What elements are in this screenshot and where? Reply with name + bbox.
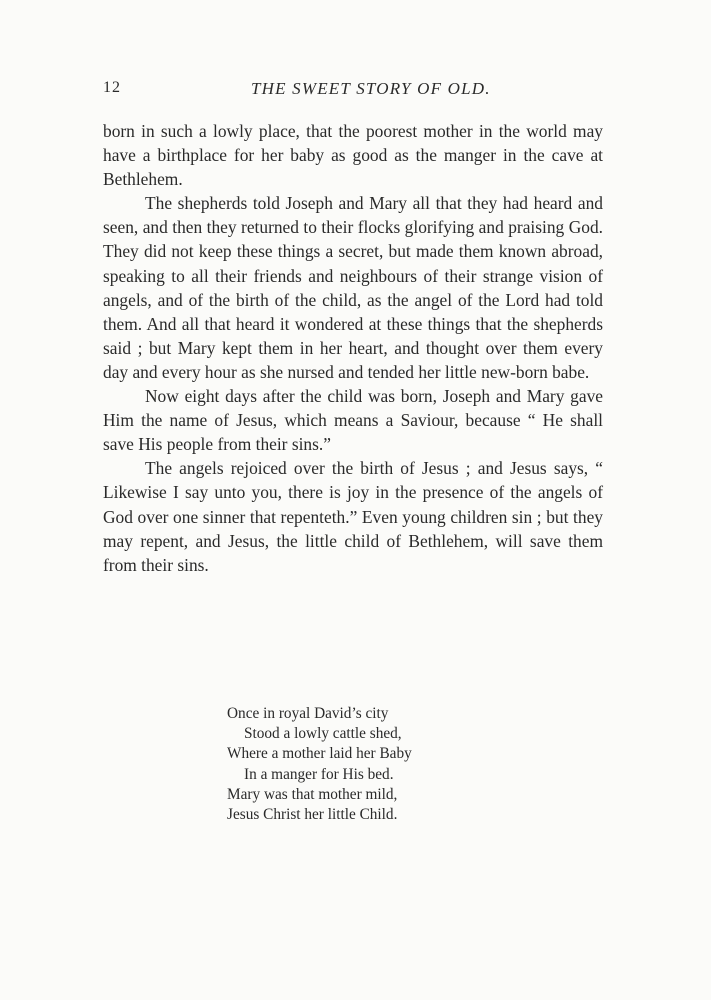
poem-line: Stood a lowly cattle shed, bbox=[244, 725, 402, 743]
poem-line: Once in royal David’s city bbox=[227, 705, 389, 722]
poem-line: In a manger for His bed. bbox=[244, 765, 394, 783]
body-text bbox=[103, 119, 603, 577]
running-title: THE SWEET STORY OF OLD. bbox=[251, 79, 491, 98]
page-header bbox=[103, 79, 605, 103]
paragraph-shepherds: The shepherds told Joseph and Mary all that they had heard and seen, and then they returned to their flocks glorifying and praising God. They did not keep these things a secret, but made them known abroad, speaking to all their friends and neighbours of their strange vision of angels, and of the birth of the child, as the angel of the Lord had told them. And all that heard it wondered at these things that the shepherds said ; but Mary kept them in her heart, and thought over them every day and every hour as she nursed and tended her little new-born babe. bbox=[103, 193, 603, 382]
hymn-verse bbox=[227, 704, 487, 825]
poem-line: Jesus Christ her little Child. bbox=[227, 806, 398, 824]
poem-line: Mary was that mother mild, bbox=[227, 785, 398, 803]
poem-line: Where a mother laid her Baby bbox=[227, 745, 412, 763]
paragraph-naming: Now eight days after the child was born, Joseph and Mary gave Him the name of Jesus, which means a Saviour, because “ He shall save His people from their sins.” bbox=[103, 386, 603, 455]
paragraph-angels-rejoiced: The angels rejoiced over the birth of Jesus ; and Jesus says, “ Likewise I say unto you, there is joy in the presence of the angels of God over one sinner that repenteth.” Even young children sin ; but they may repent, and Jesus, the little child of Bethlehem, will save them from their sins. bbox=[103, 458, 603, 575]
page-number: 12 bbox=[103, 79, 121, 96]
paragraph-continued: born in such a lowly place, that the poorest mother in the world may have a birthplace for her baby as good as the manger in the cave at Bethlehem. bbox=[103, 121, 603, 190]
